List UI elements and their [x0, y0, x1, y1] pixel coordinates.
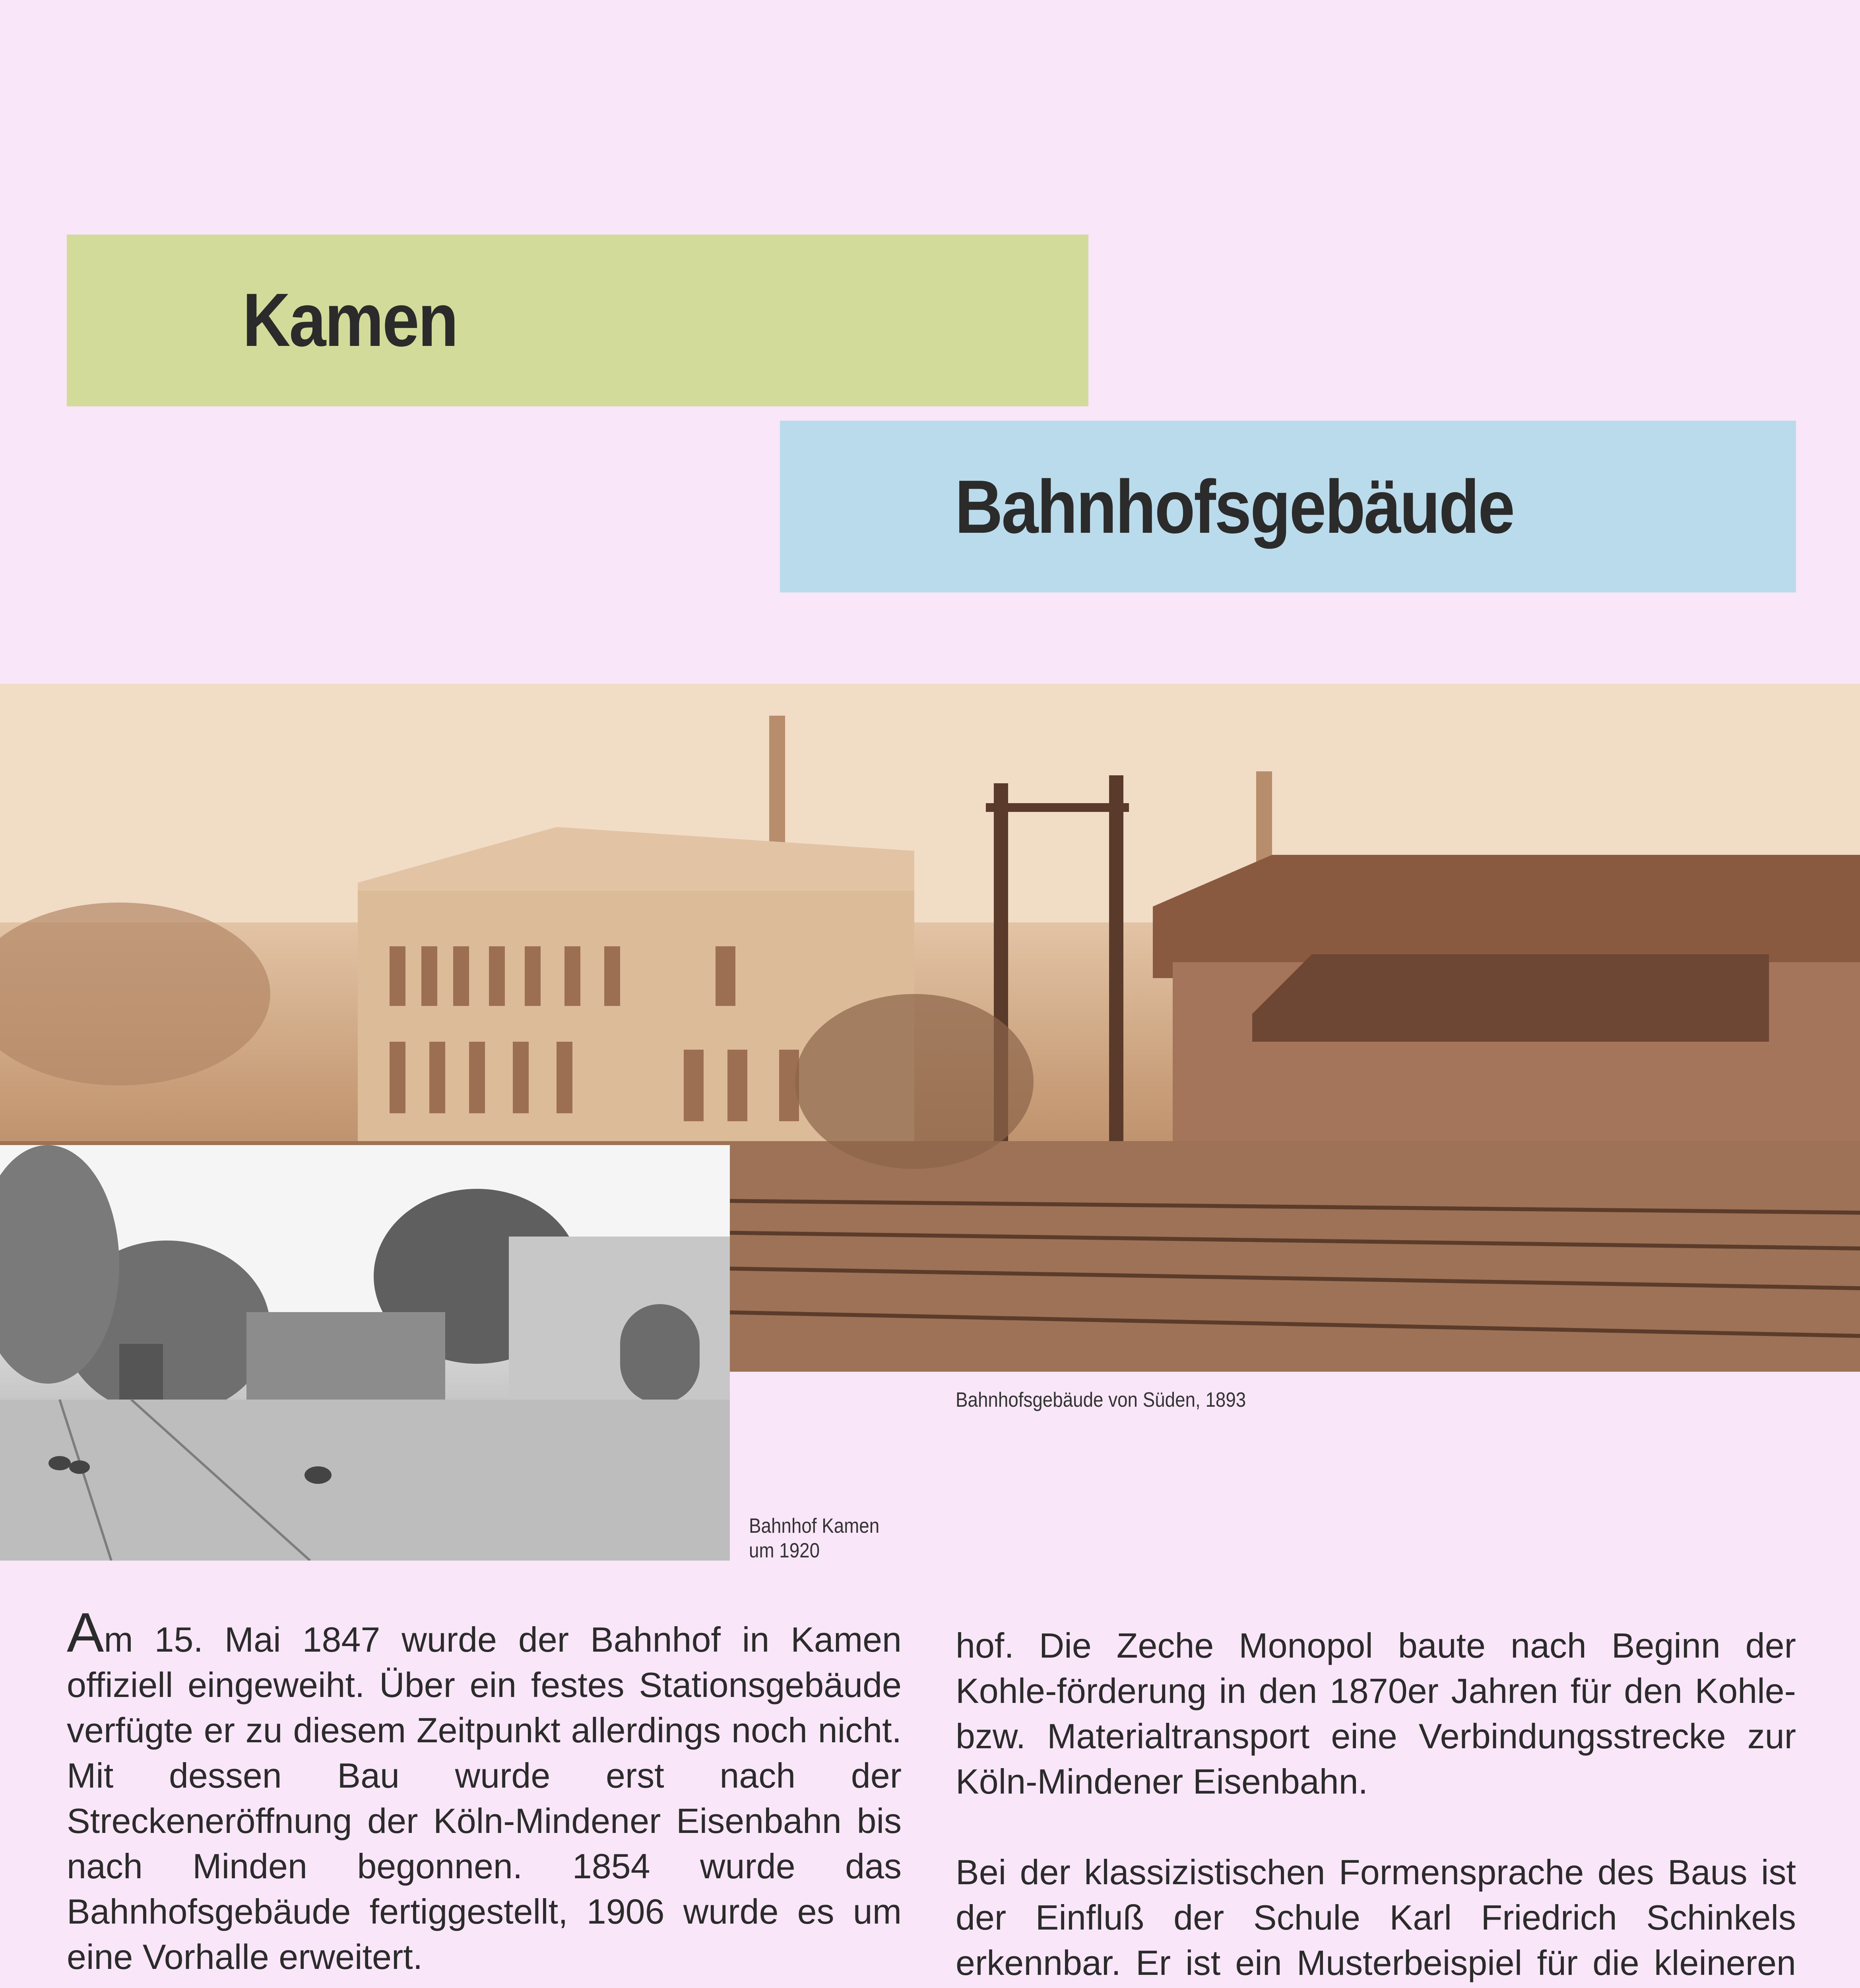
text-column-left	[67, 1601, 902, 1988]
inset-photo-drawing	[0, 1145, 730, 1561]
paragraph-1-text: m 15. Mai 1847 wurde der Bahnhof in Kamen offiziell eingeweiht. Über ein festes Stationsgebäude verfügte er zu diesem Zeitpunkt allerdings noch nicht. Mit dessen Bau wurde erst nach der Streckeneröffnung der Köln-Mindener Eisenbahn bis nach Minden begonnen. 1854 wurde das Bahnhofsgebäude fertiggestellt, 1906 wurde es um eine Vorhalle erweitert.	[67, 1620, 902, 1976]
title-banner-green	[67, 235, 1088, 406]
paragraph-3: hof. Die Zeche Monopol baute nach Beginn der Kohle-förderung in den 1870er Jahren für den Kohle- bzw. Materialtransport eine Verbindungsstrecke zur Köln-Mindener Eisenbahn.	[956, 1626, 1796, 1801]
page-title: Kamen	[242, 278, 457, 362]
paragraph-4: Bei der klassizistischen Formensprache des Baus ist der Einfluß der Schule Karl Friedrich Schinkels erkennbar. Er ist ein Musterbeispiel für die kleineren	[956, 1852, 1796, 1982]
page-subtitle: Bahnhofsgebäude	[955, 465, 1514, 549]
text-column-right	[956, 1623, 1796, 1988]
drop-cap: A	[67, 1601, 104, 1664]
main-photo-caption: Bahnhofsgebäude von Süden, 1893	[956, 1388, 1246, 1411]
inset-photo-caption: Bahnhof Kamen um 1920	[749, 1514, 880, 1562]
paragraph-1	[67, 1601, 902, 1980]
station-photo-1920	[0, 1145, 730, 1561]
